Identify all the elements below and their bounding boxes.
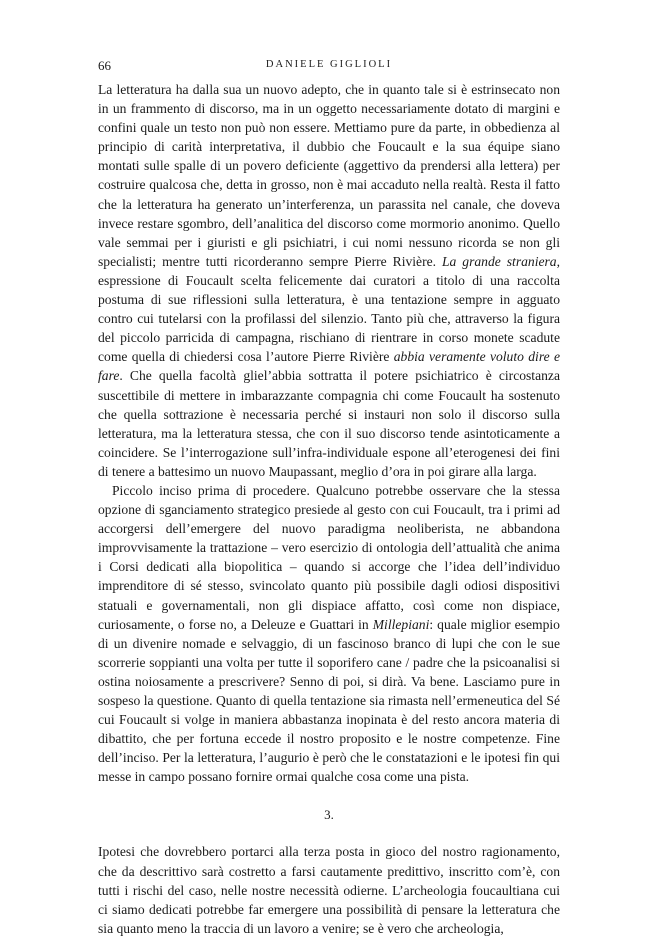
section-number: 3. [324,807,334,823]
text-run: . Che quella facoltà gliel’abbia sottratta il potere psichiatrico è circostanza suscettibile di mettere in imbarazzante compagnia chi come Foucault ha sostenuto che quella sottrazione è necessaria perché si instauri non solo il discorso sulla letteratura, ma la letteratura stessa, che con il suo discorso tende asintoticamente a coincidere. Se l’interrogazione sull’infra-individuale espone all’eterogenesi dei fini di tenere a battesimo un nuovo Maupassant, meglio d’ora in poi girare alla larga. [98,368,560,479]
italic-title: Millepiani [372,616,430,632]
text-run: : quale miglior esempio di un divenire nomade e selvaggio, di un fascinoso branco di lupi che con le sue scorrerie soppianti una volta per tutte il soporifero cane / padre che la psicoanalisi si ostina noiosamente a prescrivere? Senno di poi, si dirà. Va bene. Lasciamo pure in sospeso la questione. Quanto di quella tentazione sia rimasta nell’ermeneutica del Sé cui Foucault si volge in maniera abbastanza inopinata è del resto ancora materia di dibattito, che per fortuna eccede il nostro proposito e le nostre competenze. Fine dell’inciso. Per la letteratura, l’augurio è però che le constatazioni e le ipotesi fin qui messe in campo possano fornire ormai qualche cosa come una pista. [98,616,560,785]
italic-title: La grande straniera [441,253,557,269]
page-header [98,58,560,78]
text-run: , espressione di Foucault scelta felicemente dai curatori a titolo di una raccolta postuma di sue riflessioni sulla letteratura, è una tentazione sempre in agguato contro cui tutelarsi con la profilassi del silenzio. Tanto più che, attraverso la figura del piccolo parricida di campagna, rischiano di rientrare in corso monete scadute come quella di chiedersi cosa l’autore Pierre Rivière [98,253,561,365]
text-run: La letteratura ha dalla sua un nuovo adepto, che in quanto tale si è estrinsecato non in un frammento di discorso, ma in un oggetto necessariamente dotato di margini e confini quale un testo non può non essere. Mettiamo pure da parte, in obbedienza al principio di carità interpretativa, il dubbio che Foucault e la sua équipe siano montati sulle spalle di un povero deficiente (aggettivo da prendersi alla lettera) per costruire qualcosa che, detta in grosso, non è mai accaduto nella realtà. Resta il fatto che la letteratura ha generato un’interferenza, un parassita nel canale, che doveva invece restare sgombro, dell’analitica del discorso come mormorio anonimo. Quello vale semmai per i giuristi e gli psichiatri, i cui nomi nessuno ricorda se non gli specialisti; mentre tutti ricorderanno sempre Pierre Rivière. [98,82,560,269]
italic-phrase: abbia veramente voluto dire e fare [98,349,560,384]
paragraph-1 [98,80,560,481]
paragraph-2 [98,481,560,787]
text-run: Piccolo inciso prima di procedere. Qualcuno potrebbe osservare che la stessa opzione di sganciamento strategico presiede al gesto con cui Foucault, tra i primi ad accorgersi dell’emergere del nuovo paradigma neoliberista, ne abbandona improvvisamente la trattazione – vero esercizio di ontologia dell’attualità che anima i Corsi dedicati alla biopolitica – quando si accorge che l’idea dell’individuo imprenditore di sé stesso, svincolato quanto più possibile dagli odiosi dispositivi statuali e governamentali, non gli dispiace affatto, così come non dispiace, curiosamente, o forse no, a Deleuze e Guattari in [98,482,560,632]
paragraph-3: Ipotesi che dovrebbero portarci alla terza posta in gioco del nostro ragionamento, che da descrittivo sarà costretto a farsi cautamente predittivo, inscritto com’è, con tutti i rischi del caso, nelle nostre necessità odierne. L’archeologia foucaultiana cui ci siamo dedicati potrebbe far emergere una possibilità di pensare la letteratura che sia quanto meno la traccia di un lavoro a venire; se è vero che archeologia, [98,844,560,936]
page-number: 66 [98,58,111,73]
running-head: DANIELE GIGLIOLI [265,59,393,70]
body-text [98,80,560,938]
